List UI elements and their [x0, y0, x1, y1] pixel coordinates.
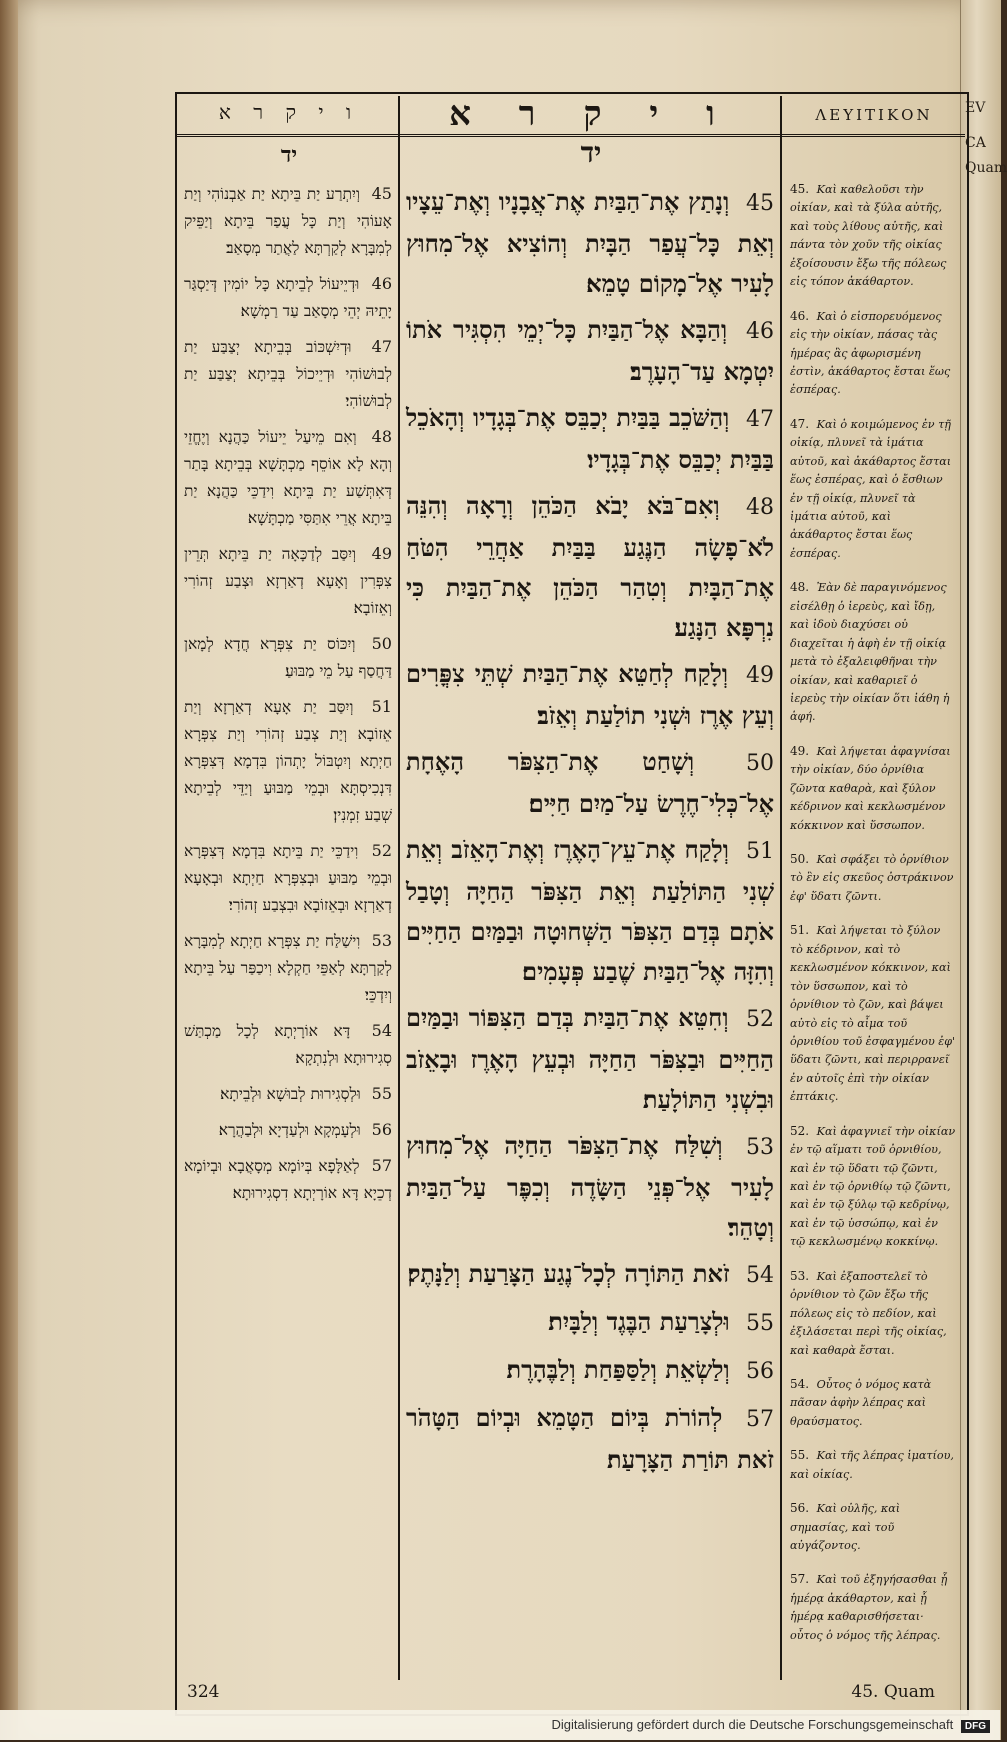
verse-number: 55	[371, 1084, 392, 1103]
verse-number: 46	[746, 319, 774, 344]
aramaic-verse	[184, 693, 392, 829]
verse-text: וּלְסְגִירוּת לְבוּשָׁא וּלְבֵיתָא׃	[220, 1085, 361, 1103]
greek-verse-list	[790, 180, 956, 1660]
verse-text: וִידַכֵּי יַת בֵּיתָא בִּדְמָא דְּצִפְּרָא וּבְמֵי מַבּוּעַ וּבְצִפְּרָא חַיְתָא וּבְאָעָא דְאַרְזָא וּבְאֵזוֹבָא וּבִצְבַע זְהוֹרִי׃	[184, 842, 392, 914]
verse-number: 46.	[790, 308, 810, 323]
verse-number: 49	[746, 663, 774, 688]
verse-text: וּלְעָמְקָא וּלְעַדְיָא וּלְבַהֲרָא׃	[218, 1121, 361, 1139]
aramaic-verse	[184, 837, 392, 919]
aramaic-running-head: ו י ק ר א	[218, 100, 360, 124]
verse-text: וּדְיֵיעוֹל לְבֵיתָא כָּל יוֹמִין דְּיַסְגַּר יָתֵיהּ יְהֵי מְסָאַב עַד רַמְשָׁא׃	[184, 275, 392, 320]
greek-running-head: ΛΕΥΙΤΙΚΟΝ	[815, 106, 933, 124]
greek-verse	[790, 1446, 956, 1484]
hebrew-verse	[406, 310, 774, 392]
book-spine	[0, 0, 18, 1740]
aramaic-verse-list	[184, 180, 392, 1215]
verse-number: 52	[746, 1007, 774, 1032]
hebrew-verse	[406, 1302, 774, 1344]
verse-text: Καὶ τοῦ ἐξηγήσασθαι ᾗ ἡμέρᾳ ἀκάθαρτον, καὶ ᾗ ἡμέρᾳ καθαρισθήσεται· οὗτος ὁ νόμος τῆς λέπρας.	[790, 1573, 948, 1642]
verse-text: וְאִם־בֹּא יָבֹא הַכֹּהֵן וְרָאָה וְהִנֵּה לֹא־פָשָׂה הַנֶּגַע בַּבַּיִת אַחֲרֵי הִטֹּחַ אֶת־הַבָּיִת וְטִהַר הַכֹּהֵן אֶת־הַבַּיִת כִּי נִרְפָּא הַנָּגַע׃	[406, 491, 774, 642]
verse-number: 56.	[790, 1501, 810, 1516]
verse-text: וְאִם מֵיעַל יֵיעוֹל כַּהֲנָא וְיֶחֱזֵי וְהָא לָא אוֹסֵף מַכְתָּשָׁא בְּבֵיתָא בָּתַר דְּאִתְּשַׁע יַת בֵּיתָא וִידַכֵּי כַּהֲנָא יַת בֵּיתָא אֲרֵי אִתַּסִּי מַכְתָּשָׁא׃	[184, 428, 392, 527]
greek-verse	[790, 415, 956, 564]
verse-text: וְיִסַּב לְדַכָּאָה יַת בֵּיתָא תְּרֵין צִפְּרִין וְאָעָא דְאַרְזָא וּצְבַע זְהוֹרִי וְאֵזוֹבָא׃	[184, 545, 392, 617]
verse-number: 57	[746, 1407, 774, 1432]
verse-text: וְלָקַח אֶת־עֵץ־הָאֶרֶז וְאֶת־הָאֵזֹב וְאֵת שְׁנִי הַתּוֹלַעַת וְאֵת הַצִּפֹּר הַחַיָּה וְטָבַל אֹתָם בְּדַם הַצִּפֹּר הַשְּׁחוּטָה וּבַמַּיִם הַחַיִּים וְהִזָּה אֶל־הַבַּיִת שֶׁבַע פְּעָמִים׃	[406, 835, 774, 986]
verse-text: Καὶ ἀφαγνιεῖ τὴν οἰκίαν ἐν τῷ αἵματι τοῦ ὀρνιθίου, καὶ ἐν τῷ ὕδατι τῷ ζῶντι, καὶ ἐν τῷ ὀρνιθίῳ τῷ ζῶντι, καὶ ἐν τῷ ξύλῳ τῷ κεδρίνῳ, καὶ ἐν τῷ ὑσσώπῳ, καὶ ἐν τῷ κεκλωσμένῳ κοκκίνῳ.	[790, 1124, 956, 1249]
greek-column	[786, 96, 962, 1680]
hebrew-column	[402, 96, 782, 1680]
aramaic-chapter-number: יד	[280, 142, 298, 168]
verse-number: 47.	[790, 416, 810, 431]
aramaic-verse	[184, 927, 392, 1009]
verse-number: 50	[746, 751, 774, 776]
verse-number: 51	[746, 839, 775, 864]
aramaic-verse	[184, 180, 392, 262]
greek-verse	[790, 1122, 956, 1252]
hebrew-verse	[406, 742, 774, 824]
aramaic-verse	[184, 1152, 392, 1207]
verse-text: וְלַשְׂאֵת וְלַסַּפַּחַת וְלַבֶּהָרֶת׃	[506, 1355, 730, 1384]
verse-number: 54.	[790, 1376, 810, 1391]
verse-text: וְנָתַץ אֶת־הַבַּיִת אֶת־אֲבָנָיו וְאֶת־עֵצָיו וְאֵת כָּל־עֲפַר הַבָּיִת וְהוֹצִיא אֶל־מִחוּץ לָעִיר אֶל־מָקוֹם טָמֵא׃	[406, 187, 774, 298]
verse-number: 54	[371, 1021, 392, 1040]
verse-number: 57	[371, 1156, 393, 1175]
hebrew-verse	[406, 398, 774, 480]
verse-number: 47	[371, 337, 392, 356]
verse-number: 51.	[790, 923, 810, 938]
verse-text: דָּא אוֹרָיְתָא לְכָל מַכְתַּשׁ סְגִירוּתָא וּלְנִתְקָא׃	[184, 1022, 392, 1067]
verse-text: Καὶ ὁ εἰσπορευόμενος εἰς τὴν οἰκίαν, πάσας τὰς ἡμέρας ἃς ἀφωρισμένη ἐστὶν, ἀκάθαρτος ἔσται ἕως ἑσπέρας.	[790, 309, 951, 397]
verse-text: לְאַלָּפָא בְּיוֹמָא מְסָאֲבָא וּבְיוֹמָא דְכֵיָא דָּא אוֹרָיְתָא דִסְגִירוּתָא׃	[184, 1157, 392, 1202]
verse-number: 52.	[790, 1123, 810, 1138]
hebrew-verse	[406, 1254, 774, 1296]
hebrew-verse-list	[406, 182, 774, 1486]
verse-text: וּדְיִשְׁכּוֹב בְּבֵיתָא יְצַבַּע יַת לְבוּשׁוֹהִי וּדְיֵיכוֹל בְּבֵיתָא יְצַבַּע יַת לְבוּשׁוֹהִי׃	[184, 338, 392, 410]
hebrew-chapter-number: יד	[580, 136, 602, 169]
verse-number: 50	[371, 634, 392, 653]
verse-text: Καὶ τῆς λέπρας ἱματίου, καὶ οἰκίας.	[790, 1449, 954, 1481]
verse-text: וְחִטֵּא אֶת־הַבַּיִת בְּדַם הַצִּפּוֹר וּבַמַּיִם הַחַיִּים וּבַצִּפֹּר הַחַיָּה וּבְעֵץ הָאֶרֶז וּבָאֵזֹב וּבִשְׁנִי הַתּוֹלָעַת׃	[406, 1003, 774, 1114]
verse-number: 55	[746, 1311, 774, 1336]
aramaic-verse	[184, 270, 392, 325]
verse-number: 48	[371, 427, 392, 446]
verse-text: לְהוֹרֹת בְּיוֹם הַטָּמֵא וּבְיוֹם הַטָּהֹר זֹאת תּוֹרַת הַצָּרָעַת׃	[406, 1403, 774, 1474]
hebrew-verse	[406, 830, 774, 992]
digitization-credit-bar	[0, 1710, 1000, 1740]
verse-number: 55.	[790, 1448, 810, 1463]
verse-number: 46	[371, 274, 392, 293]
digitization-credit-text: Digitalisierung gefördert durch die Deutsche Forschungsgemeinschaft	[551, 1717, 954, 1732]
page-number: 324	[187, 1682, 220, 1702]
verse-number: 54	[746, 1263, 774, 1288]
greek-verse	[790, 1267, 956, 1360]
verse-number: 45	[746, 191, 774, 216]
verse-text: Καὶ ὁ κοιμώμενος ἐν τῇ οἰκίᾳ, πλυνεῖ τὰ ἱμάτια αὐτοῦ, καὶ ἀκάθαρτος ἔσται ἕως ἑσπέρας, καὶ ὁ ἔσθιων ἐν τῇ οἰκίᾳ, πλυνεῖ τὰ ἱμάτια αὐτοῦ, καὶ ἀκάθαρτος ἔσται ἕως ἑσπέρας.	[790, 417, 952, 560]
verse-number: 48	[746, 495, 774, 520]
verse-text: Καὶ λήψεται ἀφαγνίσαι τὴν οἰκίαν, δύο ὀρνίθια ζῶντα καθαρὰ, καὶ ξύλον κέδρινον καὶ κεκλωσμένον κόκκινον καὶ ὕσσωπον.	[790, 744, 951, 832]
verse-number: 51	[371, 697, 392, 716]
verse-number: 57.	[790, 1572, 810, 1587]
verse-text: Οὗτος ὁ νόμος κατὰ πᾶσαν ἁφὴν λέπρας καὶ θραύσματος.	[790, 1377, 932, 1428]
verse-number: 47	[746, 407, 774, 432]
verse-number: 53.	[790, 1268, 810, 1283]
greek-verse	[790, 1375, 956, 1431]
greek-verse	[790, 180, 956, 292]
hebrew-verse	[406, 1398, 774, 1480]
verse-text: וְיִסַּב יַת אָעָא דְאַרְזָא וְיַת אֵזוֹבָא וְיַת צְבַע זְהוֹרִי וְיַת צִפְּרָא חַיְתָא וְיִטְבּוֹל יָתְהוֹן בִּדְמָא דְּצִפְּרָא דִּנְכִיסְתָּא וּבְמֵי מַבּוּעַ וְיַדֵּי לְבֵיתָא שְׁבַע זִמְנִין׃	[184, 698, 392, 824]
aramaic-verse	[184, 333, 392, 415]
verse-number: 52	[371, 841, 392, 860]
verse-text: Καὶ οὐλῆς, καὶ σημασίας, καὶ τοῦ αὐγάζοντος.	[790, 1502, 901, 1552]
verse-number: 53	[371, 931, 392, 950]
verse-text: Καὶ καθελοῦσι τὴν οἰκίαν, καὶ τὰ ξύλα αὐτῆς, καὶ τοὺς λίθους αὐτῆς, καὶ πάντα τὸν χοῦν τῆς οἰκίας ἐξοίσουσιν ἔξω τῆς πόλεως εἰς τόπον ἀκάθαρτον.	[790, 183, 947, 289]
aramaic-verse	[184, 540, 392, 622]
verse-text: Καὶ σφάξει τὸ ὀρνίθιον τὸ ἓν εἰς σκεῦος ὀστράκινον ἐφ' ὕδατι ζῶντι.	[790, 853, 954, 903]
verse-number: 56	[371, 1120, 392, 1139]
catchword: 45. Quam	[851, 1682, 935, 1702]
greek-verse	[790, 578, 956, 727]
verse-text: וְיִתְרַע יַת בֵּיתָא יַת אַבְנוֹהִי וְיַת אָעוֹהִי וְיַת כָּל עֲפַר בֵּיתָא וְיַפֵּיק לְמִבָּרָא לְקַרְתָּא לַאֲתַר מְסָאַב׃	[184, 185, 392, 257]
verse-number: 49.	[790, 743, 810, 758]
adjacent-page-fragment: EV	[965, 100, 986, 116]
hebrew-verse	[406, 486, 774, 648]
verse-text: Καὶ ἐξαποστελεῖ τὸ ὀρνίθιον τὸ ζῶν ἔξω τῆς πόλεως εἰς τὸ πεδίον, καὶ ἐξιλάσεται περὶ τῆς οἰκίας, καὶ καθαρὰ ἔσται.	[790, 1269, 947, 1357]
dfg-logo: DFG	[961, 1720, 990, 1733]
verse-text: Καὶ λήψεται τὸ ξύλον τὸ κέδρινον, καὶ τὸ κεκλωσμένον κόκκινον, καὶ τὸν ὕσσωπον, καὶ τὸ ὀρνίθιον τὸ ζῶν, καὶ βάψει αὐτὸ εἰς τὸ αἷμα τοῦ ὀρνιθίου τοῦ ἐσφαγμένου ἐφ' ὕδατι ζῶντι, καὶ περιρρανεῖ ἐν αὐτοῖς ἐπὶ τὴν οἰκίαν ἑπτάκις.	[790, 924, 956, 1104]
aramaic-verse	[184, 1080, 392, 1108]
aramaic-column	[180, 96, 400, 1680]
greek-verse	[790, 850, 956, 906]
verse-number: 53	[746, 1135, 774, 1160]
greek-verse	[790, 307, 956, 400]
hebrew-verse	[406, 998, 774, 1120]
hebrew-running-head: ו י ק ר א	[449, 94, 733, 134]
verse-number: 48.	[790, 580, 810, 595]
page-footer	[175, 1680, 965, 1710]
greek-verse	[790, 742, 956, 835]
greek-verse	[790, 1499, 956, 1555]
verse-text: זֹאת הַתּוֹרָה לְכָל־נֶגַע הַצָּרַעַת וְלַנָּתֶק׃	[407, 1259, 730, 1288]
verse-text: וְהַשֹּׁכֵב בַּבַּיִת יְכַבֵּס אֶת־בְּגָדָיו וְהָאֹכֵל בַּבַּיִת יְכַבֵּס אֶת־בְּגָדָיו׃	[406, 403, 774, 474]
hebrew-verse	[406, 1126, 774, 1248]
verse-number: 49	[371, 544, 392, 563]
adjacent-page-fragment: Quam	[965, 160, 1007, 176]
hebrew-verse	[406, 1350, 774, 1392]
verse-text: וּלְצָרַעַת הַבֶּגֶד וְלַבָּיִת׃	[548, 1307, 730, 1336]
greek-verse	[790, 1570, 956, 1645]
verse-text: וְלָקַח לְחַטֵּא אֶת־הַבַּיִת שְׁתֵּי צִפֳּרִים וְעֵץ אֶרֶז וּשְׁנִי תוֹלַעַת וְאֵזֹב׃	[406, 659, 774, 730]
greek-verse	[790, 921, 956, 1106]
verse-text: וִישַׁלַּח יַת צִפְּרָא חַיְתָא לְמִבָּרָא לְקַרְתָּא לְאַפֵּי חַקְלָא וִיכַפַּר עַל בֵּיתָא וְיִדְכֵּי׃	[184, 932, 392, 1004]
adjacent-page-fragment: CA	[965, 135, 986, 151]
aramaic-verse	[184, 1017, 392, 1072]
verse-text: וְשִׁלַּח אֶת־הַצִּפֹּר הַחַיָּה אֶל־מִחוּץ לָעִיר אֶל־פְּנֵי הַשָּׂדֶה וְכִפֶּר עַל־הַבַּיִת וְטָהֵר׃	[406, 1131, 774, 1242]
hebrew-verse	[406, 182, 774, 304]
verse-text: וְהַבָּא אֶל־הַבַּיִת כָּל־יְמֵי הִסְגִּיר אֹתוֹ יִטְמָא עַד־הָעָרֶב׃	[406, 315, 774, 386]
verse-text: וְיִכּוֹס יַת צִפְּרָא חֲדָא לְמָאן דַּחֲסַף עַל מֵי מַבּוּעַ׃	[184, 635, 392, 680]
aramaic-verse	[184, 1116, 392, 1144]
verse-number: 45	[371, 184, 392, 203]
verse-text: Ἐὰν δὲ παραγινόμενος εἰσέλθῃ ὁ ἱερεὺς, καὶ ἴδῃ, καὶ ἰδοὺ διαχύσει οὐ διαχεῖται ἡ ἁφὴ ἐν τῇ οἰκίᾳ μετὰ τὸ ἐξαλειφθῆναι τὴν οἰκίαν, καὶ καθαριεῖ ὁ ἱερεὺς τὴν οἰκίαν ὅτι ἰάθη ἡ ἁφή.	[790, 581, 950, 724]
hebrew-verse	[406, 654, 774, 736]
aramaic-verse	[184, 630, 392, 685]
verse-number: 56	[746, 1359, 774, 1384]
verse-text: וְשָׁחַט אֶת־הַצִּפֹּר הָאֶחָת אֶל־כְּלִי־חֶרֶשׂ עַל־מַיִם חַיִּים׃	[406, 747, 774, 818]
verse-number: 45.	[790, 182, 810, 196]
verse-number: 50.	[790, 852, 810, 866]
aramaic-verse	[184, 423, 392, 532]
